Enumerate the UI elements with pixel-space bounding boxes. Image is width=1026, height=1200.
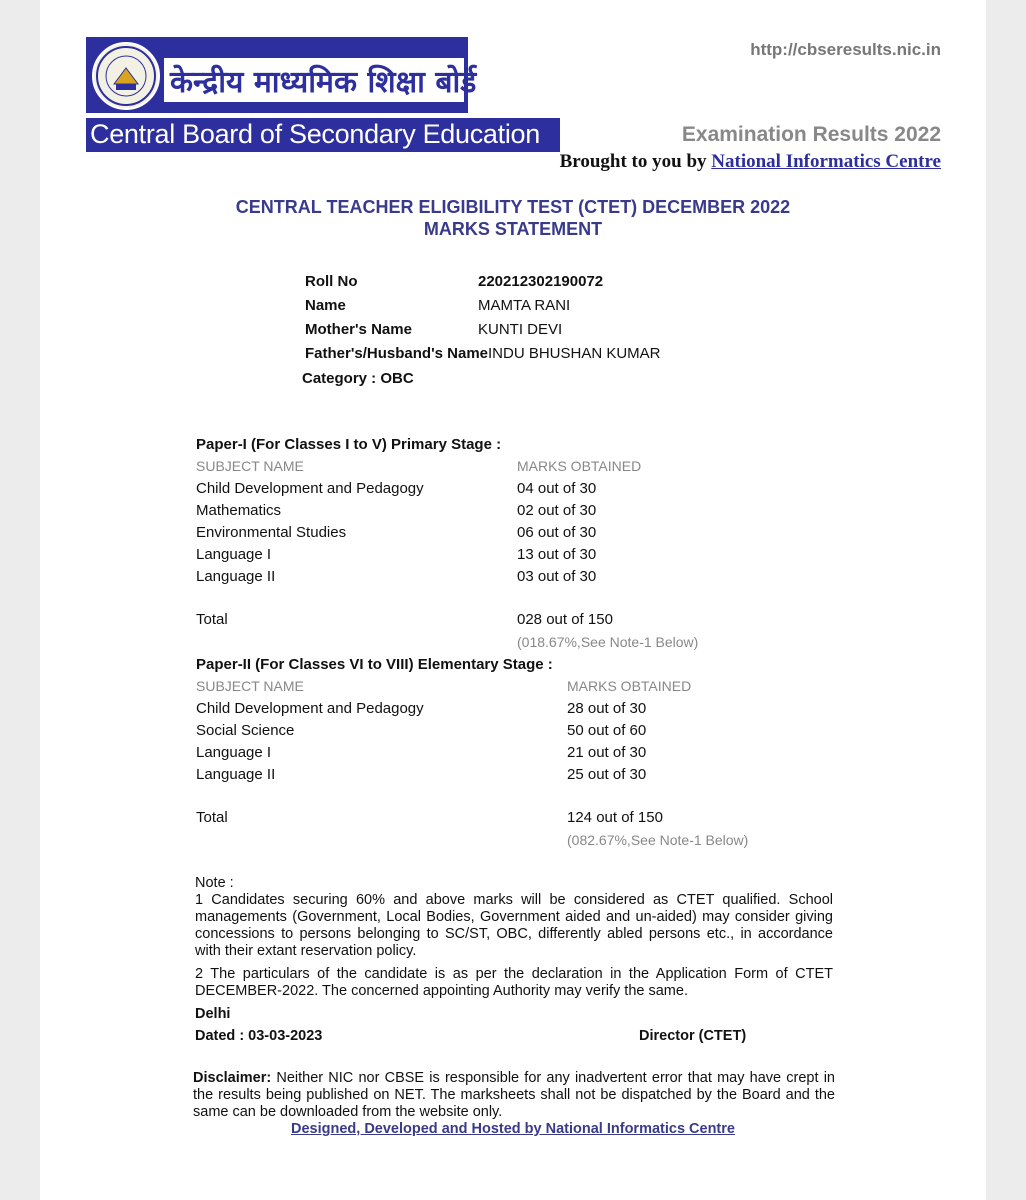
table-row-marks: 04 out of 30 bbox=[517, 480, 597, 497]
marks-statement-sheet bbox=[40, 0, 986, 1200]
paper2-percent: (082.67%,See Note-1 Below) bbox=[567, 832, 749, 848]
table-row-marks: 02 out of 30 bbox=[517, 502, 597, 519]
name-value: MAMTA RANI bbox=[478, 297, 571, 314]
brought-by-line bbox=[560, 151, 941, 173]
category: Category : OBC bbox=[302, 370, 414, 387]
paper2-col-subject: SUBJECT NAME bbox=[196, 678, 304, 694]
footer-credit-link[interactable]: Designed, Developed and Hosted by National Informatics Centre bbox=[291, 1121, 735, 1137]
table-row-subject: Mathematics bbox=[196, 502, 282, 519]
paper2-col-marks: MARKS OBTAINED bbox=[567, 678, 692, 694]
note-2: 2 The particulars of the candidate is as per the declaration in the Application Form of CTET DECEMBER-2022. The concerned appointing Authority may verify the same. bbox=[195, 966, 833, 999]
table-row-marks: 28 out of 30 bbox=[567, 700, 647, 717]
board-name-hindi: केन्द्रीय माध्यमिक शिक्षा बोर्ड bbox=[170, 65, 477, 100]
marks-statement-title: MARKS STATEMENT bbox=[423, 219, 603, 239]
table-row-subject: Language II bbox=[196, 568, 276, 585]
table-row-subject: Child Development and Pedagogy bbox=[196, 700, 424, 717]
paper2-total-label: Total bbox=[196, 809, 228, 826]
results-url[interactable]: http://cbseresults.nic.in bbox=[750, 40, 941, 59]
father-name-value: INDU BHUSHAN KUMAR bbox=[488, 345, 661, 362]
paper1-total-label: Total bbox=[196, 611, 228, 628]
table-row-marks: 21 out of 30 bbox=[567, 744, 647, 761]
table-row-marks: 25 out of 30 bbox=[567, 766, 647, 783]
paper2-total-value: 124 out of 150 bbox=[567, 809, 663, 826]
paper2-heading: Paper-II (For Classes VI to VIII) Elementary Stage : bbox=[196, 656, 553, 673]
exam-title: CENTRAL TEACHER ELIGIBILITY TEST (CTET) DECEMBER 2022 bbox=[235, 197, 791, 217]
table-row-subject: Language I bbox=[196, 744, 272, 761]
paper1-total-value: 028 out of 150 bbox=[517, 611, 613, 628]
note-heading: Note : bbox=[195, 875, 234, 891]
disclaimer-text: Neither NIC nor CBSE is responsible for any inadvertent error that may have crept in the results being published on NET. The marksheets shall not be dispatched by the Board and the same can be downloaded from the website only. bbox=[193, 1070, 835, 1120]
table-row-marks: 03 out of 30 bbox=[517, 568, 597, 585]
disclaimer bbox=[193, 1070, 835, 1121]
roll-no-value: 220212302190072 bbox=[478, 273, 604, 290]
board-name-english: Central Board of Secondary Education bbox=[90, 119, 540, 149]
place: Delhi bbox=[195, 1006, 231, 1022]
nic-link[interactable]: National Informatics Centre bbox=[711, 151, 941, 172]
father-name-label: Father's/Husband's Name bbox=[305, 345, 489, 362]
paper1-percent: (018.67%,See Note-1 Below) bbox=[517, 634, 699, 650]
cbse-logo-icon bbox=[92, 42, 160, 110]
brought-prefix: Brought to you by bbox=[559, 151, 707, 172]
disclaimer-label: Disclaimer: bbox=[193, 1070, 272, 1086]
table-row-subject: Language II bbox=[196, 766, 276, 783]
paper1-col-marks: MARKS OBTAINED bbox=[517, 458, 642, 474]
name-label: Name bbox=[305, 297, 346, 314]
paper1-col-subject: SUBJECT NAME bbox=[196, 458, 304, 474]
table-row-marks: 06 out of 30 bbox=[517, 524, 597, 541]
table-row-subject: Social Science bbox=[196, 722, 295, 739]
exam-results-year: Examination Results 2022 bbox=[681, 123, 941, 146]
table-row-subject: Child Development and Pedagogy bbox=[196, 480, 424, 497]
director-signoff: Director (CTET) bbox=[639, 1028, 747, 1044]
roll-no-label: Roll No bbox=[305, 273, 358, 290]
table-row-marks: 13 out of 30 bbox=[517, 546, 597, 563]
table-row-subject: Language I bbox=[196, 546, 272, 563]
mother-name-label: Mother's Name bbox=[305, 321, 412, 338]
dated: Dated : 03-03-2023 bbox=[195, 1028, 323, 1044]
paper1-heading: Paper-I (For Classes I to V) Primary Stage : bbox=[196, 436, 502, 453]
note-1: 1 Candidates securing 60% and above marks will be considered as CTET qualified. School managements (Government, Local Bodies, Government aided and un-aided) may consider giving concessions to persons belonging to SC/ST, OBC, differently abled persons etc., in accordance with their extant reservation policy. bbox=[195, 892, 833, 959]
table-row-marks: 50 out of 60 bbox=[567, 722, 647, 739]
table-row-subject: Environmental Studies bbox=[196, 524, 347, 541]
mother-name-value: KUNTI DEVI bbox=[478, 321, 563, 338]
